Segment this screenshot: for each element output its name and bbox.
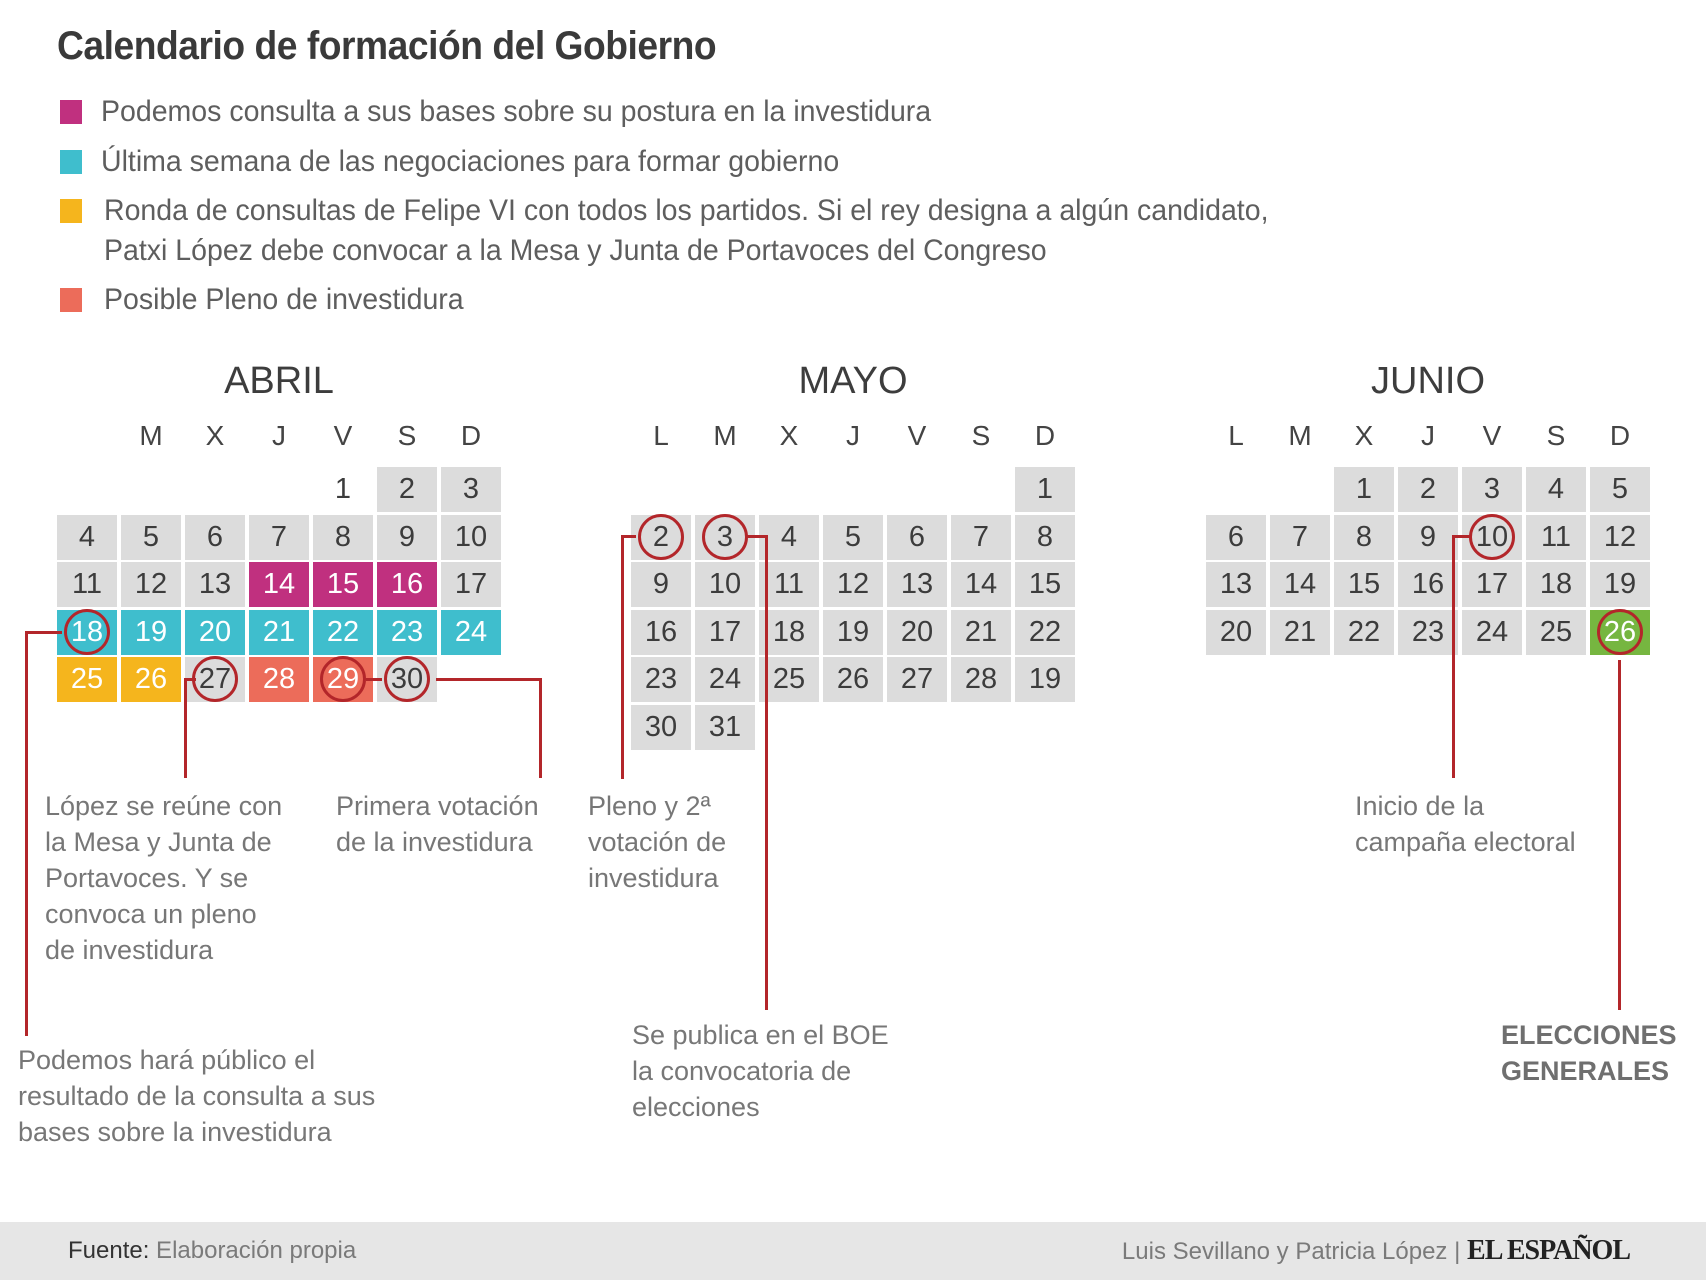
calendar-day: 14: [249, 562, 309, 607]
legend-label: Ronda de consultas de Felipe VI con todos los partidos. Si el rey designa a algún candidato,: [104, 194, 1269, 227]
annotation-podemos-resultado: Podemos hará público el resultado de la consulta a sus bases sobre la investidura: [18, 1045, 376, 1147]
weekday-header: X: [1354, 420, 1374, 451]
calendar-day: 8: [313, 515, 373, 560]
calendar-day: 7: [249, 515, 309, 560]
calendar-day: 3: [441, 467, 501, 512]
calendar-day: 10: [1462, 515, 1522, 560]
calendar-day: 18: [759, 610, 819, 655]
calendar-day: 21: [249, 610, 309, 655]
calendar-day: 14: [1270, 562, 1330, 607]
calendar-day: 22: [313, 610, 373, 655]
weekday-header: J: [1421, 420, 1435, 451]
calendar-day: 21: [951, 610, 1011, 655]
calendar-day: 10: [441, 515, 501, 560]
calendar-day: 11: [57, 562, 117, 607]
connector-line: [765, 535, 768, 1010]
calendar-day: 10: [695, 562, 755, 607]
calendar-day: 28: [951, 657, 1011, 702]
calendar-day: 24: [1462, 610, 1522, 655]
month-title: ABRIL: [224, 360, 334, 402]
connector-line: [25, 631, 28, 1036]
calendar-day: 16: [1398, 562, 1458, 607]
calendar-day: 25: [1526, 610, 1586, 655]
calendar-day: 1: [1015, 467, 1075, 512]
weekday-header: S: [397, 420, 417, 451]
calendar-day: 19: [121, 610, 181, 655]
connector-line: [1618, 660, 1621, 1010]
calendar-day: 7: [951, 515, 1011, 560]
weekday-header: D: [1609, 420, 1631, 451]
legend-label: Posible Pleno de investidura: [104, 283, 464, 316]
connector-line: [436, 678, 542, 681]
source-value: Elaboración propia: [149, 1237, 357, 1264]
calendar-day: 13: [1206, 562, 1266, 607]
annotation-elecciones: ELECCIONES GENERALES: [1501, 1020, 1677, 1086]
calendar-day: 24: [695, 657, 755, 702]
calendar-day: 9: [631, 562, 691, 607]
calendar-day: 17: [1462, 562, 1522, 607]
calendar-day: 22: [1015, 610, 1075, 655]
calendar-day: 16: [631, 610, 691, 655]
calendar-day: 30: [631, 705, 691, 750]
calendar-day: 9: [1398, 515, 1458, 560]
calendar-day: 26: [823, 657, 883, 702]
calendar-day: 1: [1334, 467, 1394, 512]
calendar-day: 4: [57, 515, 117, 560]
weekday-header: S: [1546, 420, 1566, 451]
weekday-header: J: [272, 420, 286, 451]
legend-swatch: [60, 100, 82, 124]
calendar-day: 12: [121, 562, 181, 607]
calendar-day: 12: [1590, 515, 1650, 560]
legend-swatch: [60, 288, 82, 312]
calendar-day: 22: [1334, 610, 1394, 655]
calendar-day: 29: [313, 657, 373, 702]
calendar-day: 25: [759, 657, 819, 702]
calendar-day: 11: [1526, 515, 1586, 560]
legend-label: Patxi López debe convocar a la Mesa y Junta de Portavoces del Congreso: [104, 234, 1047, 267]
authors: Luis Sevillano y Patricia López |: [1121, 1238, 1468, 1265]
connector-line: [539, 678, 542, 778]
calendar-day: 26: [1590, 610, 1650, 655]
calendar-day: 8: [1334, 515, 1394, 560]
calendar-day: 1: [334, 473, 352, 505]
calendar-day: 9: [377, 515, 437, 560]
weekday-header: V: [333, 420, 353, 451]
connector-line: [1452, 535, 1472, 538]
connector-line: [1452, 535, 1455, 778]
legend-label: Podemos consulta a sus bases sobre su postura en la investidura: [101, 95, 932, 128]
calendar-day: 15: [313, 562, 373, 607]
annotation-primera-votacion: Primera votación de la investidura: [336, 791, 539, 857]
calendar-day: 20: [887, 610, 947, 655]
calendar-day: 18: [57, 610, 117, 655]
calendar-day: 19: [1590, 562, 1650, 607]
calendar-day: 6: [887, 515, 947, 560]
connector-line: [366, 678, 382, 681]
calendar-day: 2: [1398, 467, 1458, 512]
calendar-day: 23: [377, 610, 437, 655]
legend-swatch: [60, 150, 82, 174]
calendar-day: 23: [1398, 610, 1458, 655]
calendar-day: 24: [441, 610, 501, 655]
calendar-day: 19: [1015, 657, 1075, 702]
calendar-day: 20: [185, 610, 245, 655]
weekday-header: M: [139, 420, 163, 451]
weekday-header: V: [907, 420, 927, 451]
calendar-day: 20: [1206, 610, 1266, 655]
calendar-day: 27: [887, 657, 947, 702]
annotation-campana: Inicio de la campaña electoral: [1355, 791, 1576, 857]
legend-swatch: [60, 199, 82, 223]
calendar-day: 3: [695, 515, 755, 560]
calendar-day: 31: [695, 705, 755, 750]
weekday-header: D: [1034, 420, 1056, 451]
calendar-day: 11: [759, 562, 819, 607]
calendar-day: 15: [1334, 562, 1394, 607]
source-credit: [68, 1237, 356, 1265]
calendar-day: 4: [759, 515, 819, 560]
weekday-header: L: [1228, 420, 1244, 451]
annotation-pleno-2a: Pleno y 2ª votación de investidura: [588, 791, 727, 893]
weekday-header: D: [460, 420, 482, 451]
calendar-day: 17: [441, 562, 501, 607]
brand-logo: EL ESPAÑOL: [1467, 1235, 1630, 1266]
calendar-day: 21: [1270, 610, 1330, 655]
footer: [0, 1222, 1706, 1280]
page-title: Calendario de formación del Gobierno: [57, 24, 717, 68]
calendar-day: 5: [823, 515, 883, 560]
calendar-day: 2: [631, 515, 691, 560]
calendar-day: 5: [121, 515, 181, 560]
calendar-day: 30: [377, 657, 437, 702]
month-title: MAYO: [798, 360, 908, 402]
weekday-header: J: [846, 420, 860, 451]
calendar-day: 6: [185, 515, 245, 560]
calendar-day: 13: [887, 562, 947, 607]
weekday-header: S: [971, 420, 991, 451]
calendar-day: 6: [1206, 515, 1266, 560]
weekday-header: X: [205, 420, 225, 451]
calendar-day: 25: [57, 657, 117, 702]
annotation-boe: Se publica en el BOE la convocatoria de elecciones: [632, 1020, 889, 1122]
calendar-day: 18: [1526, 562, 1586, 607]
calendar-day: 26: [121, 657, 181, 702]
calendar-day: 2: [377, 467, 437, 512]
weekday-header: M: [1288, 420, 1312, 451]
source-label: Fuente:: [68, 1237, 150, 1264]
weekday-header: L: [653, 420, 669, 451]
calendar-day: 15: [1015, 562, 1075, 607]
calendar-day: 19: [823, 610, 883, 655]
calendar-day: 16: [377, 562, 437, 607]
calendar-day: 12: [823, 562, 883, 607]
calendar-day: 5: [1590, 467, 1650, 512]
calendar-day: 7: [1270, 515, 1330, 560]
connector-line: [25, 631, 62, 634]
author-credit: [1122, 1235, 1630, 1267]
calendar-day: 27: [185, 657, 245, 702]
calendar-day: 3: [1462, 467, 1522, 512]
month-title: JUNIO: [1371, 360, 1485, 402]
connector-line: [621, 535, 624, 779]
legend-label: Última semana de las negociaciones para formar gobierno: [101, 145, 840, 178]
connector-line: [184, 678, 187, 778]
calendar-day: 28: [249, 657, 309, 702]
calendar-day: 14: [951, 562, 1011, 607]
calendar-day: 8: [1015, 515, 1075, 560]
calendar-day: 17: [695, 610, 755, 655]
calendar-day: 4: [1526, 467, 1586, 512]
annotation-lopez-reune: López se reúne con la Mesa y Junta de Portavoces. Y se convoca un pleno de investidura: [45, 791, 283, 965]
weekday-header: X: [779, 420, 799, 451]
weekday-header: M: [713, 420, 737, 451]
calendar-day: 13: [185, 562, 245, 607]
calendar-day: 23: [631, 657, 691, 702]
weekday-header: V: [1482, 420, 1502, 451]
